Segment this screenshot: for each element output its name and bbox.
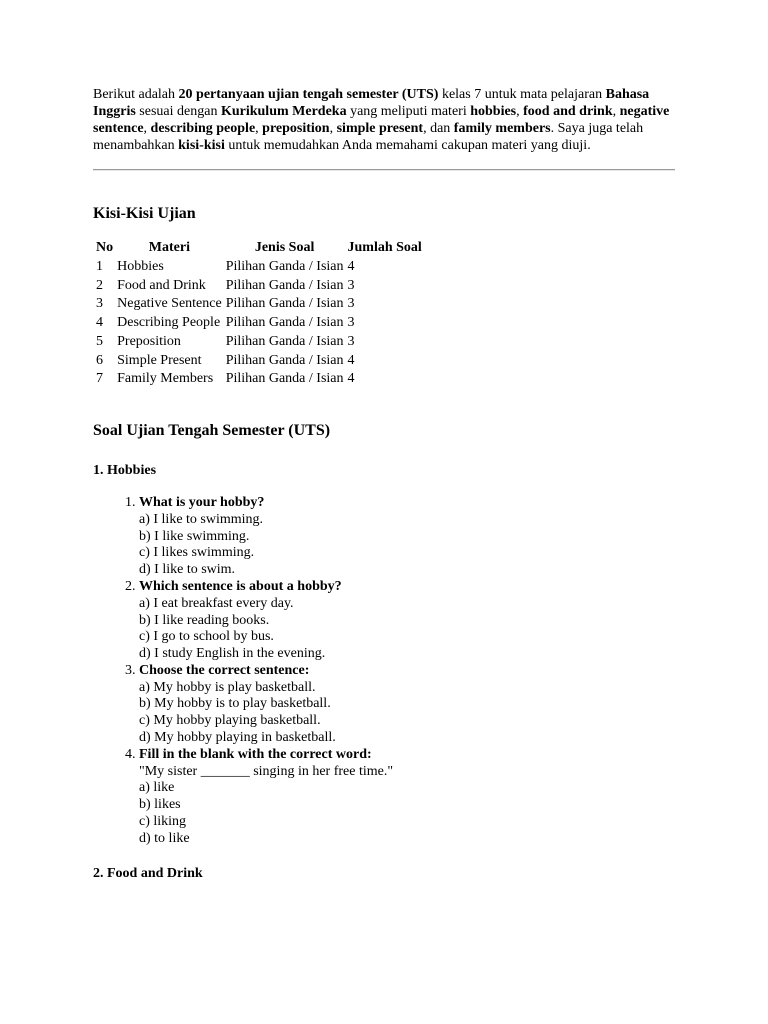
section-heading-food-and-drink: 2. Food and Drink	[93, 865, 203, 881]
table-row	[94, 277, 424, 296]
intro-text: sesuai dengan	[135, 104, 221, 119]
intro-text: ,	[143, 121, 151, 136]
intro-paragraph	[93, 86, 675, 154]
cell-materi: Family Members	[117, 371, 214, 387]
column-header-no: No	[96, 240, 114, 255]
table-row	[94, 258, 424, 277]
cell-jumlah-soal: 3	[347, 296, 355, 312]
intro-bold: family members	[453, 121, 551, 136]
section-heading-hobbies: 1. Hobbies	[93, 462, 157, 478]
intro-bold: preposition	[262, 121, 330, 136]
cell-materi: Describing People	[117, 315, 221, 331]
answer-option: d) I like to swim.	[139, 562, 236, 578]
cell-materi: Food and Drink	[117, 277, 206, 293]
table-row	[94, 295, 424, 314]
column-header-materi: Materi	[148, 240, 190, 255]
intro-bold: hobbies	[470, 104, 517, 119]
kisi-kisi-heading: Kisi-Kisi Ujian	[93, 205, 196, 222]
cell-jenis-soal: Pilihan Ganda / Isian	[225, 315, 344, 331]
intro-text: untuk memudahkan Anda memahami cakupan materi yang diuji.	[224, 138, 591, 153]
intro-bold: negative sentence	[93, 104, 670, 136]
intro-bold: simple present	[336, 121, 424, 136]
table-row	[94, 370, 424, 389]
question-item	[139, 495, 675, 579]
intro-text: ,	[255, 121, 263, 136]
intro-bold: Kurikulum Merdeka	[220, 104, 347, 119]
intro-text: , dan	[423, 121, 454, 136]
intro-bold: food and drink	[523, 104, 613, 119]
cell-no: 1	[96, 259, 103, 274]
cell-jenis-soal: Pilihan Ganda / Isian	[225, 277, 344, 293]
question-list-hobbies	[93, 495, 675, 848]
answer-option: c) I likes swimming.	[139, 545, 255, 561]
question-prompt: 2. Which sentence is about a hobby?	[139, 578, 342, 594]
cell-materi: Simple Present	[117, 352, 202, 368]
question-item	[139, 579, 675, 663]
cell-no: 5	[96, 333, 103, 349]
answer-option: b) I like reading books.	[139, 612, 270, 628]
question-item	[139, 663, 675, 747]
cell-materi: Negative Sentence	[117, 296, 222, 312]
cell-jumlah-soal: 3	[347, 277, 355, 293]
intro-bold: describing people	[150, 121, 256, 136]
intro-text: ,	[612, 104, 620, 119]
cell-jenis-soal: Pilihan Ganda / Isian	[225, 259, 344, 274]
cell-no: 7	[96, 371, 103, 387]
cell-no: 3	[96, 296, 103, 312]
cell-jumlah-soal: 4	[347, 371, 355, 387]
question-prompt: 4. Fill in the blank with the correct word:	[139, 746, 372, 762]
kisi-kisi-table	[94, 238, 424, 389]
soal-uts-heading: Soal Ujian Tengah Semester (UTS)	[93, 421, 331, 439]
answer-option: b) likes	[139, 797, 181, 813]
intro-bold: kisi-kisi	[178, 138, 225, 153]
intro-bold: Bahasa Inggris	[93, 87, 650, 119]
intro-bold: 20 pertanyaan ujian tengah semester (UTS)	[178, 87, 439, 102]
horizontal-divider	[93, 169, 675, 171]
answer-option: a) I eat breakfast every day.	[139, 595, 294, 611]
answer-option: c) I go to school by bus.	[139, 629, 274, 645]
cell-no: 6	[96, 352, 103, 368]
answer-option: b) I like swimming.	[139, 528, 250, 544]
question-prompt: 1. What is your hobby?	[139, 494, 265, 510]
table-row	[94, 352, 424, 371]
cell-materi: Preposition	[117, 333, 181, 349]
answer-option: d) I study English in the evening.	[139, 646, 326, 662]
answer-option: b) My hobby is to play basketball.	[139, 696, 331, 712]
cell-materi: Hobbies	[117, 259, 164, 274]
cell-jenis-soal: Pilihan Ganda / Isian	[225, 352, 344, 368]
intro-text: ,	[516, 104, 524, 119]
answer-option: c) liking	[139, 814, 187, 830]
cell-no: 2	[96, 277, 103, 293]
question-prompt: 3. Choose the correct sentence:	[139, 662, 310, 678]
cell-jumlah-soal: 3	[347, 333, 355, 349]
cell-jumlah-soal: 3	[347, 315, 355, 331]
intro-text: . Saya juga telah menambahkan	[93, 121, 644, 153]
intro-text: yang meliputi materi	[346, 104, 471, 119]
answer-option: d) My hobby playing in basketball.	[139, 730, 336, 746]
question-sentence: "My sister _______ singing in her free time."	[139, 763, 394, 779]
cell-jenis-soal: Pilihan Ganda / Isian	[225, 371, 344, 387]
column-header-jenis-soal: Jenis Soal	[254, 240, 315, 255]
cell-jumlah-soal: 4	[347, 352, 355, 368]
cell-jenis-soal: Pilihan Ganda / Isian	[225, 296, 344, 312]
table-header-row	[94, 238, 424, 258]
question-item	[139, 747, 675, 848]
answer-option: d) to like	[139, 830, 190, 846]
answer-option: a) like	[139, 780, 175, 796]
intro-text: Berikut adalah	[93, 87, 179, 102]
table-row	[94, 333, 424, 352]
cell-no: 4	[96, 315, 103, 331]
cell-jumlah-soal: 4	[347, 259, 355, 274]
answer-option: a) I like to swimming.	[139, 511, 264, 527]
intro-text: ,	[329, 121, 337, 136]
answer-option: a) My hobby is play basketball.	[139, 679, 316, 695]
cell-jenis-soal: Pilihan Ganda / Isian	[225, 333, 344, 349]
answer-option: c) My hobby playing basketball.	[139, 713, 321, 729]
column-header-jumlah-soal: Jumlah Soal	[347, 240, 422, 255]
intro-text: kelas 7 untuk mata pelajaran	[438, 87, 606, 102]
table-row	[94, 314, 424, 333]
document-page	[93, 86, 675, 882]
